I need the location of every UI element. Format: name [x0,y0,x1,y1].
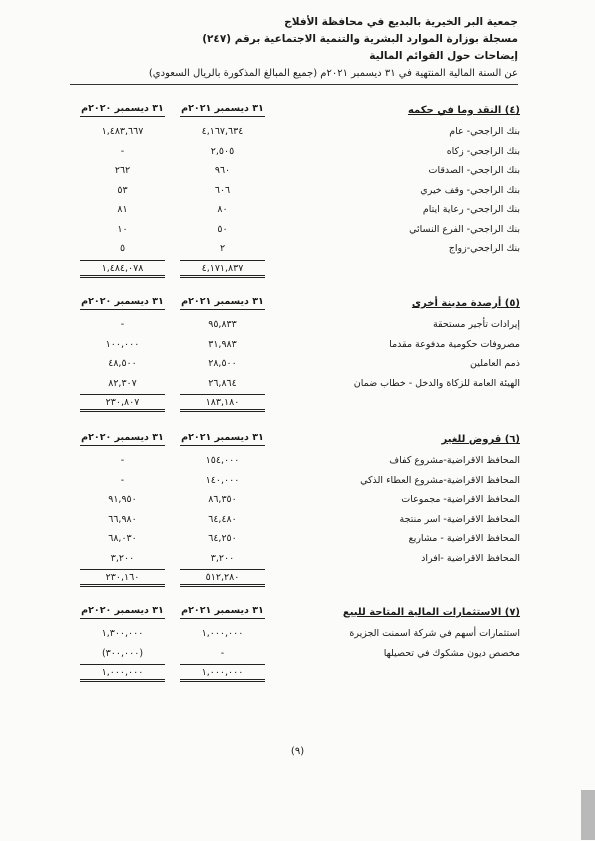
notes-title: إيضاحات حول القوائم المالية [369,50,518,62]
table-row [80,530,520,550]
section-title: (٥) أرصدة مدينة أخرى [411,298,520,309]
table-row [80,645,520,665]
row-label: بنك الراجحي- الصدقات [428,165,520,176]
column-header-2021: ٣١ ديسمبر ٢٠٢١م [180,296,265,310]
table-row [80,123,520,143]
total-2020: ٢٣٠,١٦٠ [80,569,165,587]
value-2020: - [120,474,125,486]
value-2020: ١,٤٨٣,٦٦٧ [101,126,144,137]
table-row [80,221,520,241]
total-row [80,394,520,416]
table-row [80,511,520,531]
association-name: جمعية البر الخيرية بالبديع في محافظة الأفلاج [284,16,518,28]
section-title: (٤) النقد وما في حكمه [407,105,520,116]
total-2021: ٥١٢,٢٨٠ [180,569,265,587]
total-2020: ٢٣٠,٨٠٧ [80,394,165,412]
value-2021: ٢٨,٥٠٠ [208,358,237,369]
value-2021: ١٥٤,٠٠٠ [205,455,240,466]
section-title: (٦) قروض للغير [441,434,520,445]
total-2021: ٤,١٧١,٨٣٧ [180,260,265,278]
row-label: بنك الراجحي- زكاه [446,145,520,157]
value-2021: ٦٠٦ [214,184,231,196]
row-label: ذمم العاملين [469,358,520,369]
total-row [80,569,520,591]
row-label: مصروفات حكومية مدفوعة مقدما [389,338,520,350]
total-2021: ١٨٣,١٨٠ [180,394,265,412]
row-label: بنك الراجحي- عام [449,126,520,137]
column-header-2020: ٣١ ديسمبر ٢٠٢٠م [80,103,165,117]
table-row [80,491,520,511]
period-line: عن السنة المالية المنتهية في ٣١ ديسمبر ٢٠٢١م (جميع المبالغ المذكورة بالريال السعودي) [148,68,518,79]
value-2020: ١٠ [117,223,128,235]
table-row [80,550,520,570]
registration-line: مسجلة بوزارة الموارد البشرية والتنمية الاجتماعية برقم (٢٤٧) [202,33,518,45]
note-7-investments [80,605,520,686]
value-2021: ٩٥,٨٣٣ [208,319,237,330]
table-row [80,625,520,645]
value-2020: ٨١ [117,204,128,215]
note-4-cash [80,103,520,282]
value-2021: ٥٠ [217,223,228,235]
value-2021: ٢,٥٠٥ [210,145,235,157]
table-row [80,355,520,375]
row-label: بنك الراجحي- وقف خيري [420,184,520,196]
column-header-2021: ٣١ ديسمبر ٢٠٢١م [180,605,265,619]
total-row [80,260,520,282]
scan-edge-mark [581,790,595,840]
value-2021: ٦٤,٢٥٠ [208,533,237,544]
column-header-2021: ٣١ ديسمبر ٢٠٢١م [180,432,265,446]
value-2020: - [120,145,125,157]
value-2021: ٢ [219,243,226,254]
total-row [80,664,520,686]
table-row [80,316,520,336]
row-label: بنك الراجحي- رعاية ايتام [422,204,520,215]
table-row [80,201,520,221]
value-2020: ١,٣٠٠,٠٠٠ [101,628,144,639]
value-2021: ٤,١٦٧,٦٣٤ [201,126,244,137]
section-title: (٧) الاستثمارات المالية المتاحة للبيع [342,607,520,618]
note-5-other-receivables [80,296,520,416]
header-divider [70,84,518,85]
total-2020: ١,٠٠٠,٠٠٠ [80,664,165,682]
value-2020: ٤٨,٥٠٠ [108,358,137,369]
row-label: المحافظ الاقراضية-مشروع كفاف [389,455,520,466]
value-2021: ١٤٠,٠٠٠ [205,474,240,486]
value-2021: ٨٦,٣٥٠ [208,494,237,505]
value-2020: ٦٦,٩٨٠ [108,513,137,525]
value-2021: - [220,647,225,659]
row-label: المحافظ الاقراضية- مجموعات [401,494,520,505]
value-2020: ٥ [119,243,126,254]
table-row [80,240,520,260]
row-label: مخصص ديون مشكوك في تحصيلها [383,647,520,659]
table-row [80,143,520,163]
column-header-2021: ٣١ ديسمبر ٢٠٢١م [180,103,265,117]
row-label: المحافظ الاقراضية - مشاريع [408,533,520,544]
column-header-2020: ٣١ ديسمبر ٢٠٢٠م [80,296,165,310]
value-2020: ٣,٢٠٠ [110,552,135,564]
row-label: المحافظ الاقراضية- اسر منتجة [399,513,520,525]
table-row [80,375,520,395]
row-label: بنك الراجحي- الفرع النسائي [409,223,520,235]
table-row [80,336,520,356]
value-2021: ٢٦,٨٦٤ [208,377,237,389]
row-label: استثمارات أسهم في شركة اسمنت الجزيرة [349,628,520,639]
total-2020: ١,٤٨٤,٠٧٨ [80,260,165,278]
value-2020: - [120,319,125,330]
value-2021: ٦٤,٤٨٠ [208,513,237,525]
table-row [80,472,520,492]
page-number: (٩) [290,746,305,757]
row-label: إيرادات تأجير مستحقة [433,319,520,330]
value-2020: ٦٨,٠٣٠ [108,533,137,544]
value-2021: ٨٠ [217,204,228,215]
value-2020: ١٠٠,٠٠٠ [105,338,140,350]
value-2020: ٢٦٢ [114,165,131,176]
value-2020: - [120,455,125,466]
note-6-loans [80,432,520,591]
value-2021: ٣١,٩٨٣ [208,338,237,350]
value-2020: ٩١,٩٥٠ [108,494,137,505]
value-2021: ٩٦٠ [214,165,231,176]
table-row [80,452,520,472]
column-header-2020: ٣١ ديسمبر ٢٠٢٠م [80,432,165,446]
value-2021: ١,٠٠٠,٠٠٠ [201,628,244,639]
column-header-2020: ٣١ ديسمبر ٢٠٢٠م [80,605,165,619]
table-row [80,182,520,202]
row-label: بنك الراجحي-زواج [448,243,520,254]
document-header [149,14,518,82]
row-label: المحافظ الاقراضية-مشروع العطاء الذكي [360,474,520,486]
value-2021: ٣,٢٠٠ [210,552,235,564]
table-row [80,162,520,182]
value-2020: ٨٢,٣٠٧ [108,377,137,389]
row-label: المحافظ الاقراضية -افراد [421,552,520,564]
value-2020: ٥٣ [117,184,128,196]
value-2020: (٣٠٠,٠٠٠) [101,647,144,659]
total-2021: ١,٠٠٠,٠٠٠ [180,664,265,682]
row-label: الهيئة العامة للزكاة والدخل - خطاب ضمان [353,377,520,389]
